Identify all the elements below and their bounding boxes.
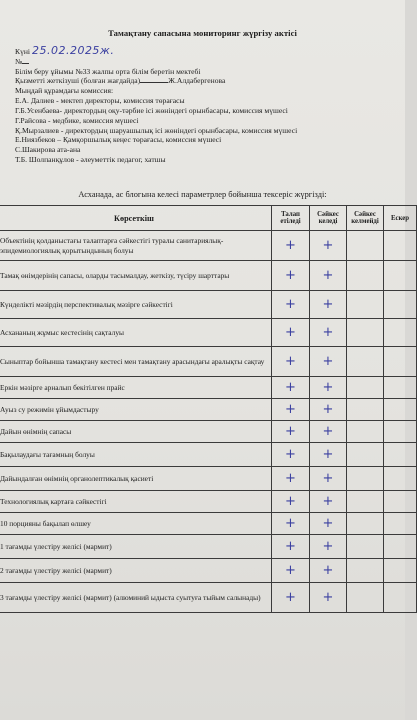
row-not-matches-mark [347,319,384,347]
row-matches-mark: + [310,399,347,421]
table-row [0,319,417,347]
row-notes [384,399,417,421]
row-indicator: 10 порцияны бақылап өлшеу [0,513,272,535]
row-required-mark: + [272,347,310,377]
row-notes [384,319,417,347]
commission-member-4: Қ.Мырзалиев - директордың шаруашылық ісі жөніндегі орынбасары, комиссия мүшесі [15,126,298,135]
row-matches-mark: + [310,377,347,399]
table-row [0,583,417,613]
row-notes [384,443,417,467]
table-row [0,231,417,261]
row-not-matches-mark [347,261,384,291]
row-not-matches-mark [347,443,384,467]
row-required-mark: + [272,513,310,535]
commission-member-1: Е.А. Далиев - мектеп директоры, комиссия төрағасы [15,96,185,105]
row-indicator: Объектінің қолданыстағы талаптарға сәйкестігі туралы санитариялық-эпидемиологиялық қорытындының болуы [0,231,272,261]
row-notes [384,231,417,261]
row-required-mark: + [272,261,310,291]
table-row [0,291,417,319]
row-required-mark: + [272,443,310,467]
row-indicator: Тамақ өнімдерінің сапасы, оларды тасымалдау, жеткізу, түсіру шарттары [0,261,272,291]
row-matches-mark: + [310,443,347,467]
header-notes: Ескер [384,206,417,231]
row-indicator: Күнделікті мәзірдің перспективалық мәзірге сәйкестігі [0,291,272,319]
row-indicator: 1 тағамды үлестіру желісі (мармит) [0,535,272,559]
row-required-mark: + [272,535,310,559]
table-row [0,491,417,513]
row-notes [384,467,417,491]
row-notes [384,347,417,377]
table-row [0,421,417,443]
row-matches-mark: + [310,347,347,377]
row-matches-mark: + [310,513,347,535]
row-not-matches-mark [347,559,384,583]
row-matches-mark: + [310,319,347,347]
table-row [0,399,417,421]
row-required-mark: + [272,559,310,583]
row-required-mark: + [272,583,310,613]
row-matches-mark: + [310,559,347,583]
commission-member-6: С.Шакирова ата-ана [15,145,81,154]
row-not-matches-mark [347,399,384,421]
row-required-mark: + [272,467,310,491]
row-required-mark: + [272,231,310,261]
row-matches-mark: + [310,261,347,291]
row-indicator: Еркін мәзірге арналып бекітілген прайс [0,377,272,399]
row-matches-mark: + [310,467,347,491]
row-not-matches-mark [347,467,384,491]
commission-member-5: Е.Ниязбеков – Қамқоршылық кеңес төрағасы, комиссия мүшесі [15,135,222,144]
table-row [0,467,417,491]
row-indicator: 3 тағамды үлестіру желісі (мармит) (алюминий ыдыста суытуға тыйым салынады) [0,583,272,613]
row-not-matches-mark [347,421,384,443]
row-matches-mark: + [310,535,347,559]
date-label: Күні [15,47,31,56]
header-not-matches: Сәйкес келмейді [347,206,384,231]
inspection-table [0,205,417,613]
commission-member-7: Т.Б. Шолпанқұлов - әлеуметтік педагог, хатшы [15,155,166,164]
row-indicator: Дайын өнімнің сапасы [0,421,272,443]
table-row [0,559,417,583]
commission-heading: Мыңдай құрамдағы комиссия: [15,86,114,95]
table-row [0,261,417,291]
date-handwritten: 25.02.2025ж. [31,44,115,57]
row-notes [384,377,417,399]
row-not-matches-mark [347,583,384,613]
date-line [15,46,114,56]
table-row [0,377,417,399]
header-required: Талап етіледі [272,206,310,231]
row-matches-mark: + [310,291,347,319]
row-indicator: 2 тағамды үлестіру желісі (мармит) [0,559,272,583]
number-line [15,57,29,66]
number-label: № [15,57,23,66]
row-required-mark: + [272,491,310,513]
row-notes [384,535,417,559]
organization-line: Білім беру ұйымы №33 жалпы орта білім беретін мектебі [15,67,201,76]
intro-text: Асханада, ас блогына келесі параметрлер бойынша тексеріс жүргізді: [78,190,327,199]
commission-member-2: Г.Б.Усенбаева- директордың оқу-тәрбие ісі жөніндегі орынбасары, комиссия мүшесі [15,106,288,115]
document-title: Тамақтану сапасына мониторинг жүргізу актісі [108,28,297,38]
table-row [0,535,417,559]
row-matches-mark: + [310,583,347,613]
row-notes [384,513,417,535]
row-not-matches-mark [347,291,384,319]
row-not-matches-mark [347,491,384,513]
row-required-mark: + [272,319,310,347]
row-notes [384,491,417,513]
row-indicator: Бақылаудағы тағамның болуы [0,443,272,467]
row-not-matches-mark [347,377,384,399]
row-indicator: Технологиялық картаға сәйкестігі [0,491,272,513]
row-required-mark: + [272,399,310,421]
table-header-row [0,206,417,231]
row-required-mark: + [272,377,310,399]
row-not-matches-mark [347,535,384,559]
header-indicator: Көрсеткіш [0,206,272,231]
row-required-mark: + [272,421,310,443]
row-matches-mark: + [310,421,347,443]
row-notes [384,583,417,613]
row-indicator: Ауыз су режимін ұйымдастыру [0,399,272,421]
supplier-line [15,76,225,85]
row-matches-mark: + [310,231,347,261]
row-matches-mark: + [310,491,347,513]
supplier-value: Ж.Алдабергенова [168,76,226,85]
row-notes [384,291,417,319]
header-matches: Сәйкес келеді [310,206,347,231]
row-notes [384,559,417,583]
row-not-matches-mark [347,513,384,535]
table-row [0,513,417,535]
table-row [0,443,417,467]
row-indicator: Асхананың жұмыс кестесінің сақталуы [0,319,272,347]
table-row [0,347,417,377]
row-required-mark: + [272,291,310,319]
row-not-matches-mark [347,231,384,261]
row-notes [384,421,417,443]
row-not-matches-mark [347,347,384,377]
row-indicator: Сыныптар бойынша тамақтану кестесі мен тамақтану арасындағы аралықты сақтау [0,347,272,377]
row-notes [384,261,417,291]
row-indicator: Дайындалған өнімнің органолептикалық қасиеті [0,467,272,491]
supplier-label: Қызметті жеткізуші (болған жағдайда) [15,76,141,85]
commission-member-3: Г.Райсова - медбике, комиссия мүшесі [15,116,139,125]
